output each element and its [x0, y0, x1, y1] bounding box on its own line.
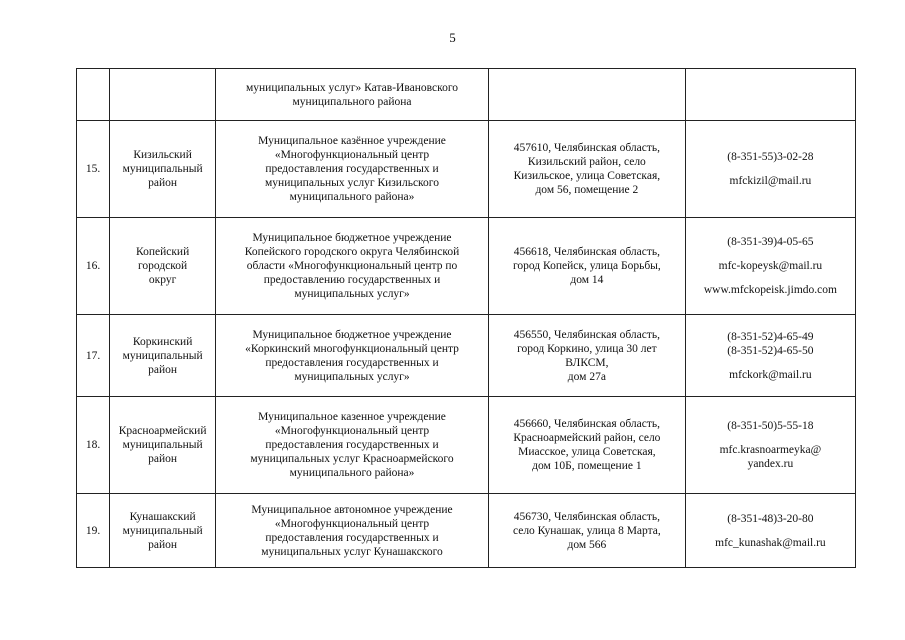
municipality-line: район — [148, 538, 178, 551]
phone-line: (8-351-50)5-55-18 — [727, 420, 814, 432]
municipality-line: Коркинский — [132, 335, 193, 348]
organization-line: Муниципальное автономное учреждение — [251, 503, 453, 516]
municipality-cell — [110, 397, 216, 494]
address-cell — [488, 218, 685, 315]
address-line: Миасское, улица Советская, — [518, 446, 656, 458]
address-line: Кизильский район, село — [527, 156, 646, 168]
address-line: Кизильское, улица Советская, — [513, 170, 661, 182]
municipality-line: муниципальный — [122, 349, 203, 362]
website-link: www.mfckopeisk.jimdo.com — [703, 284, 837, 296]
address-line: дом 56, помещение 2 — [535, 184, 639, 196]
address-line: дом 27а — [567, 370, 606, 383]
address-cell — [488, 121, 685, 218]
row-number: 16. — [77, 218, 110, 315]
organization-line: муниципальных услуг Красноармейского — [250, 453, 454, 465]
table-row — [77, 218, 856, 315]
organization-line: муниципального района» — [289, 467, 415, 479]
municipality-cell — [110, 121, 216, 218]
organization-line: «Коркинский многофункциональный центр — [245, 342, 459, 355]
municipality-line: муниципальный — [122, 439, 203, 451]
municipality-line: Кунашакский — [129, 510, 196, 523]
address-line: город Коркино, улица 30 лет — [517, 342, 657, 355]
row-number: 17. — [77, 315, 110, 397]
phone-line: (8-351-52)4-65-49 — [727, 330, 814, 343]
organization-line: предоставлению государственных и — [263, 274, 441, 286]
municipality-line: район — [148, 453, 178, 465]
organization-cell — [216, 397, 489, 494]
address-line: 456660, Челябинская область, — [513, 418, 660, 430]
row-number: 19. — [77, 494, 110, 568]
contacts-cell — [685, 218, 855, 315]
row-number: 18. — [77, 397, 110, 494]
municipality-cell — [110, 218, 216, 315]
contacts-cell — [685, 397, 855, 494]
address-line: дом 10Б, помещение 1 — [532, 460, 642, 472]
municipality-line: Красноармейский — [118, 425, 207, 437]
organization-cell — [216, 121, 489, 218]
mfc-table — [76, 68, 856, 568]
contacts-cell — [685, 315, 855, 397]
address-line: 456730, Челябинская область, — [513, 510, 660, 523]
address-cell — [488, 315, 685, 397]
municipality-cell — [110, 315, 216, 397]
phone-line: (8-351-52)4-65-50 — [727, 344, 814, 357]
address-line: город Копейск, улица Борьбы, — [512, 260, 661, 272]
address-line: Красноармейский район, село — [513, 432, 661, 444]
row-number — [77, 69, 110, 121]
phone-line: (8-351-55)3-02-28 — [727, 151, 814, 163]
address-line: дом 566 — [567, 538, 607, 551]
organization-line: Муниципальное бюджетное учреждение — [252, 328, 452, 341]
address-cell — [488, 397, 685, 494]
phone-line: (8-351-48)3-20-80 — [727, 512, 814, 525]
email-link: mfc_kunashak@mail.ru — [715, 536, 826, 549]
organization-line: предоставления государственных и — [265, 356, 439, 369]
organization-line: «Многофункциональный центр — [274, 517, 430, 530]
email-link: mfc.krasnoarmeyka@ — [719, 444, 822, 456]
organization-line: муниципального района» — [289, 191, 415, 203]
municipality-line: округ — [148, 274, 177, 286]
contacts-cell — [685, 69, 855, 121]
table-row — [77, 315, 856, 397]
organization-cell — [216, 218, 489, 315]
phone-line: (8-351-39)4-05-65 — [727, 236, 814, 248]
organization-line: муниципальных услуг» Катав-Ивановского — [245, 81, 459, 94]
address-line: ВЛКСМ, — [565, 356, 609, 369]
address-line: 456618, Челябинская область, — [513, 246, 660, 258]
organization-line: «Многофункциональный центр — [274, 149, 430, 161]
municipality-line: Кизильский — [133, 149, 192, 161]
municipality-line: район — [148, 363, 178, 376]
email-link: mfckizil@mail.ru — [729, 175, 812, 187]
organization-cell — [216, 315, 489, 397]
municipality-line: муниципальный — [122, 163, 203, 175]
email-link: mfc-kopeysk@mail.ru — [718, 260, 823, 272]
organization-line: муниципальных услуг» — [294, 370, 410, 383]
email-link: mfckork@mail.ru — [729, 368, 812, 381]
organization-cell — [216, 494, 489, 568]
email-link: yandex.ru — [747, 458, 794, 470]
organization-line: муниципальных услуг Кизильского — [265, 177, 439, 189]
row-number: 15. — [77, 121, 110, 218]
organization-line: Копейского городского округа Челябинской — [244, 246, 460, 258]
contacts-cell — [685, 121, 855, 218]
organization-line: предоставления государственных и — [265, 439, 439, 451]
address-cell — [488, 69, 685, 121]
contacts-cell — [685, 494, 855, 568]
address-line: село Кунашак, улица 8 Марта, — [512, 524, 661, 537]
organization-line: Муниципальное казенное учреждение — [258, 411, 446, 423]
organization-line: муниципального района — [292, 95, 412, 108]
address-line: 457610, Челябинская область, — [513, 142, 660, 154]
organization-line: муниципальных услуг Кунашакского — [261, 545, 443, 558]
table-body — [77, 69, 856, 568]
organization-line: Муниципальное бюджетное учреждение — [252, 232, 452, 244]
table-row — [77, 397, 856, 494]
organization-line: предоставления государственных и — [265, 163, 439, 175]
municipality-line: муниципальный — [122, 524, 203, 537]
table-row — [77, 121, 856, 218]
table-row — [77, 69, 856, 121]
organization-line: предоставления государственных и — [265, 531, 439, 544]
table-row — [77, 494, 856, 568]
address-line: дом 14 — [570, 274, 604, 286]
organization-line: муниципальных услуг» — [294, 288, 410, 300]
municipality-line: Копейский городской — [135, 246, 190, 272]
municipality-cell — [110, 494, 216, 568]
organization-line: Муниципальное казённое учреждение — [258, 135, 446, 147]
organization-line: области «Многофункциональный центр по — [246, 260, 458, 272]
address-cell — [488, 494, 685, 568]
organization-cell — [216, 69, 489, 121]
organization-line: «Многофункциональный центр — [274, 425, 430, 437]
address-line: 456550, Челябинская область, — [513, 328, 660, 341]
page-number: 5 — [449, 30, 456, 45]
municipality-cell — [110, 69, 216, 121]
municipality-line: район — [148, 177, 178, 189]
